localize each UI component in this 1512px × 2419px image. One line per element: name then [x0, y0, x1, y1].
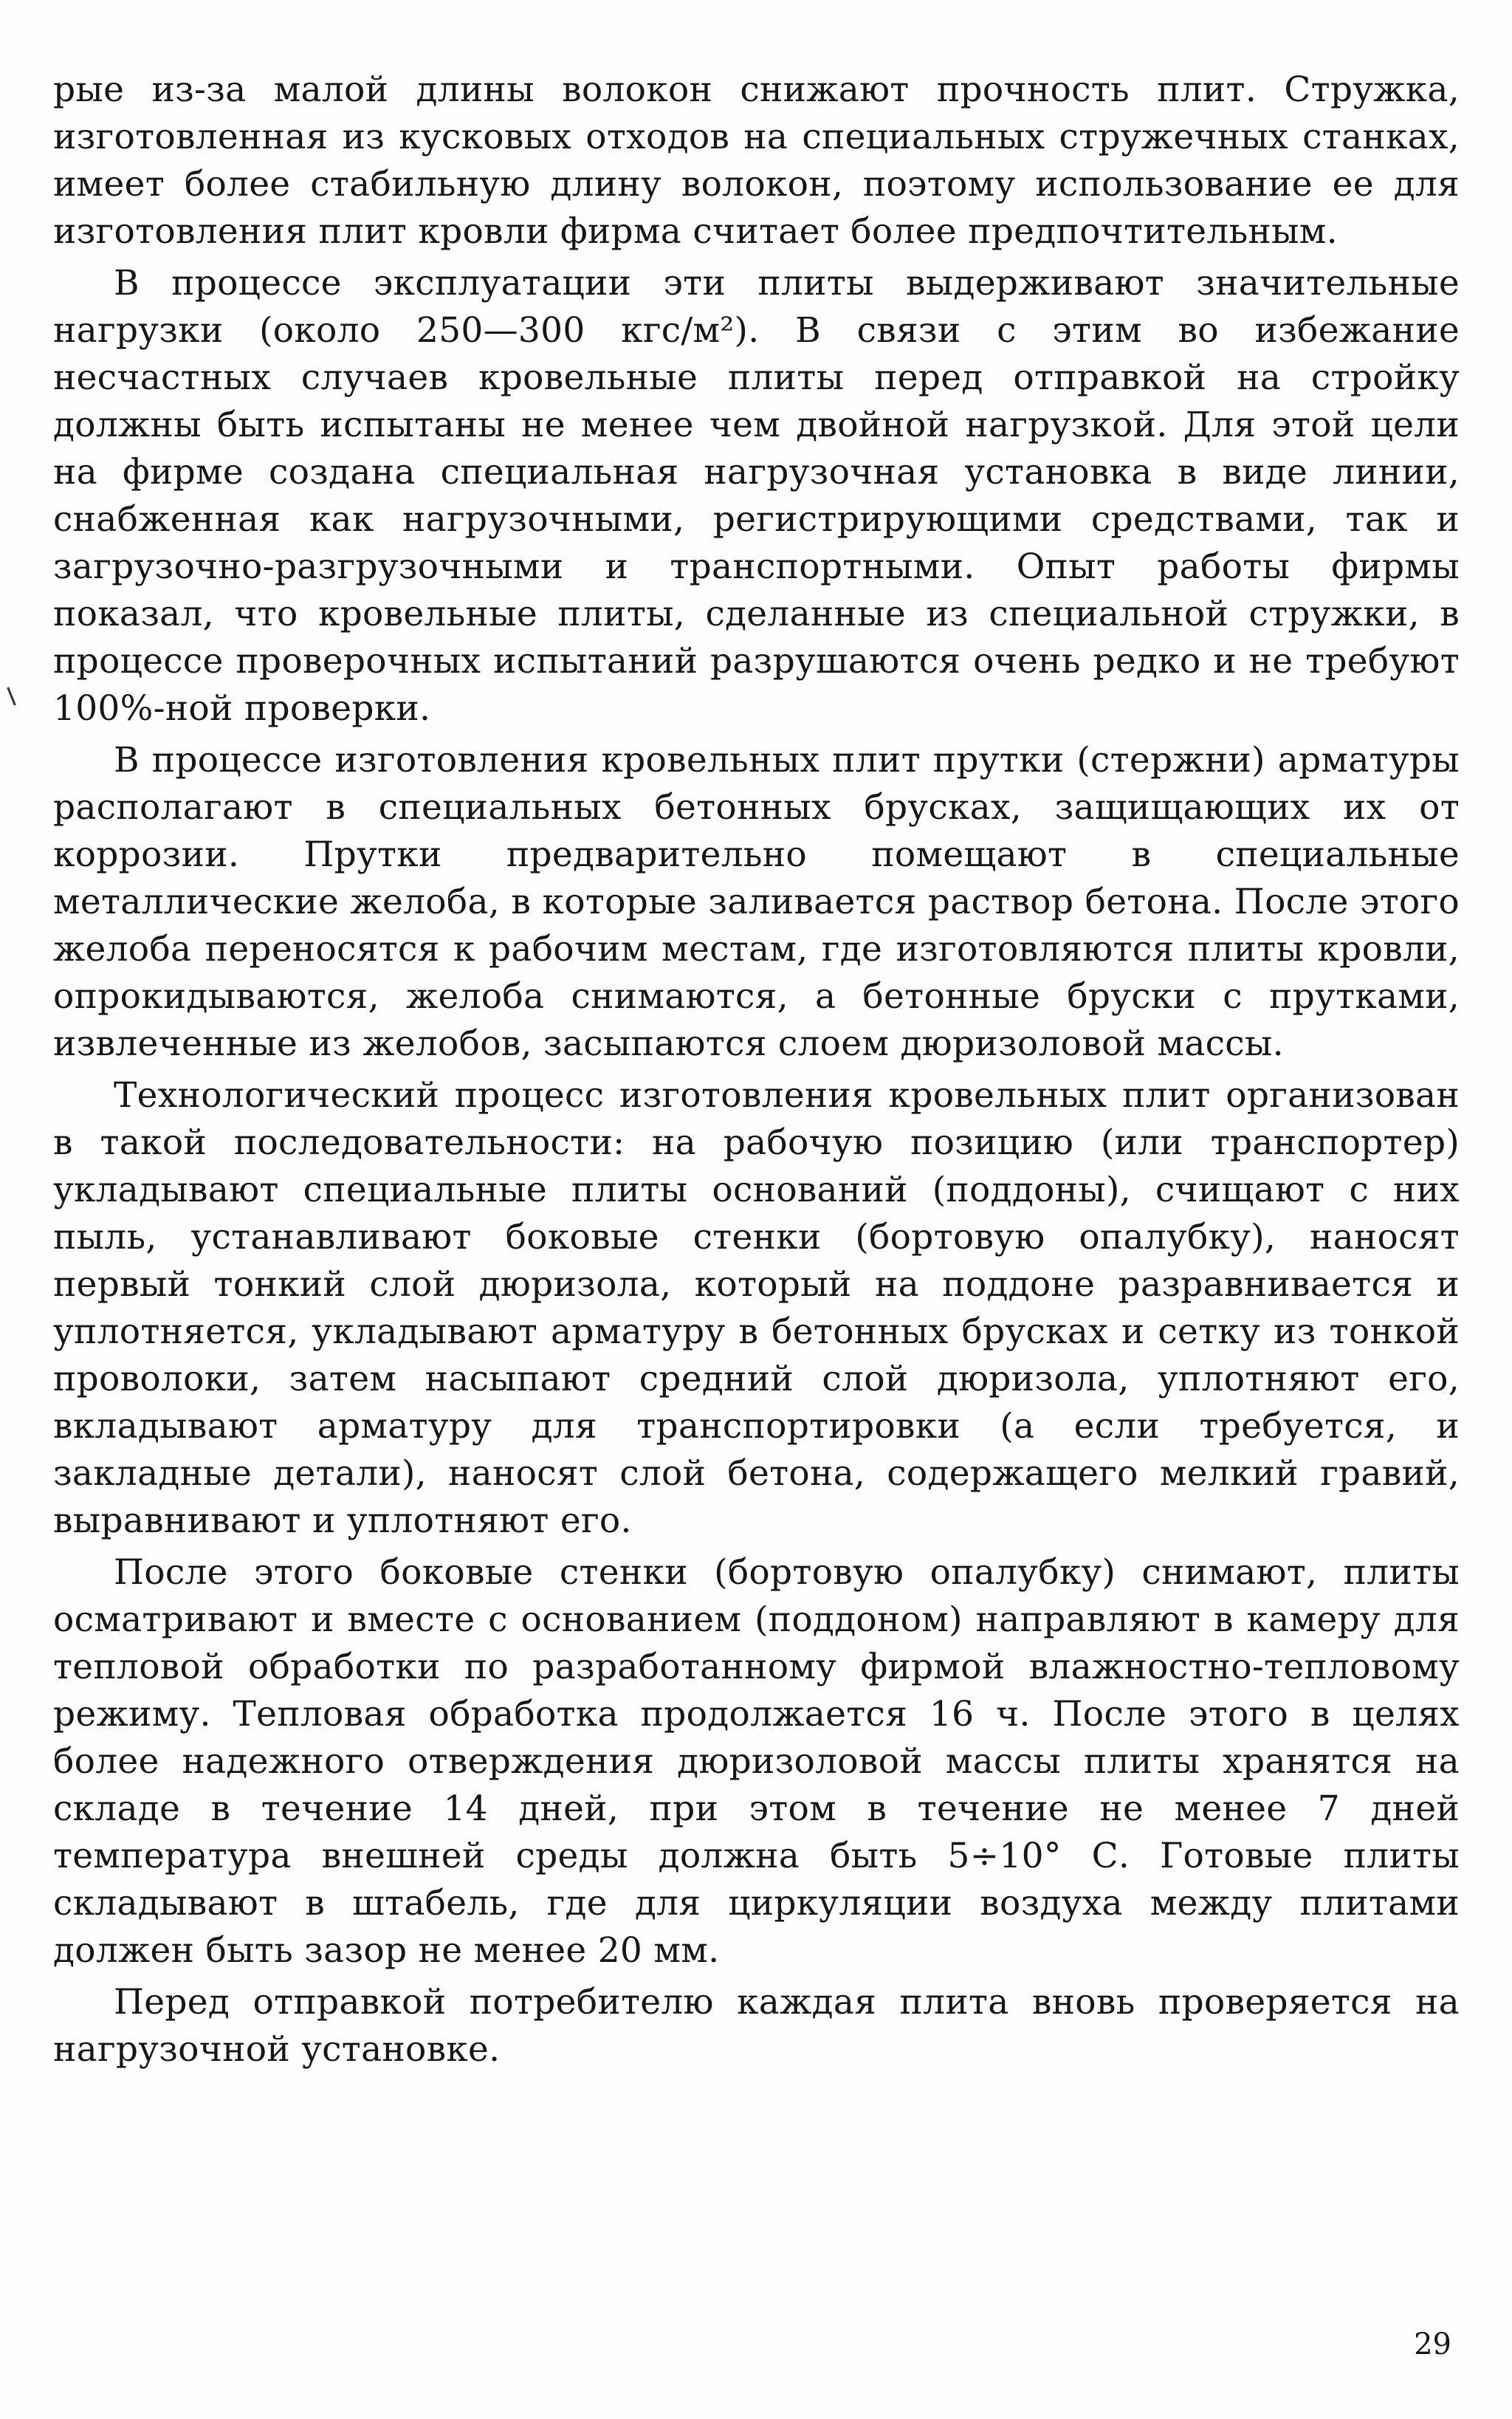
paragraph-loads: В процессе эксплуатации эти плиты выдерживают значительные нагрузки (около 250—300 кгс/м²). В связи с этим во избежание несчастных случаев кровельные плиты перед отправкой на стройку должны быть испытаны не менее чем двойной нагрузкой. Для этой цели на фирме создана специальная нагрузочная установка в виде линии, снабженная как нагрузочными, регистрирующими средствами, так и загрузочно-разгрузочными и транспортными. Опыт работы фирмы показал, что кровельные плиты, сделанные из специальной стружки, в процессе проверочных испытаний разрушаются очень редко и не требуют 100%-ной проверки. — [53, 263, 1460, 729]
paragraph-process: Технологический процесс изготовления кровельных плит организован в такой последовательности: на рабочую позицию (или транспортер) укладывают специальные плиты оснований (поддоны), счищают с них пыль, устанавливают боковые стенки (бортовую опалубку), наносят первый тонкий слой дюризола, который на поддоне разравнивается и уплотняется, укладывают арматуру в бетонных брусках и сетку из тонкой проволоки, затем насыпают средний слой дюризола, уплотняют его, вкладывают арматуру для транспортировки (а если требуется, и закладные детали), наносят слой бетона, содержащего мелкий гравий, выравнивают и уплотняют его. — [53, 1075, 1460, 1541]
margin-mark — [7, 687, 16, 705]
page-number: 29 — [1414, 2327, 1451, 2361]
paragraph-final-check: Перед отправкой потребителю каждая плита вновь проверяется на нагрузочной установке. — [53, 1982, 1460, 2070]
paragraph-continuation: рые из-за малой длины волокон снижают прочность плит. Стружка, изготовленная из кусковых отходов на специальных стружечных станках, имеет более стабильную длину волокон, поэтому использование ее для изготовления плит кровли фирма считает более предпочтительным. — [53, 69, 1460, 252]
paragraph-reinforcement: В процессе изготовления кровельных плит прутки (стержни) арматуры располагают в специальных бетонных брусках, защищающих их от коррозии. Прутки предварительно помещают в специальные металлические желоба, в которые заливается раствор бетона. После этого желоба переносятся к рабочим местам, где изготовляются плиты кровли, опрокидываются, желоба снимаются, а бетонные бруски с прутками, извлеченные из желобов, засыпаются слоем дюризоловой массы. — [53, 740, 1460, 1064]
body-text — [53, 66, 1460, 2078]
paragraph-heat-treatment: После этого боковые стенки (бортовую опалубку) снимают, плиты осматривают и вместе с основанием (поддоном) направляют в камеру для тепловой обработки по разработанному фирмой влажностно-тепловому режиму. Тепловая обработка продолжается 16 ч. После этого в целях более надежного отверждения дюризоловой массы плиты хранятся на складе в течение 14 дней, при этом в течение не менее 7 дней температура внешней среды должна быть 5÷10° С. Готовые плиты складывают в штабель, где для циркуляции воздуха между плитами должен быть зазор не менее 20 мм. — [53, 1552, 1460, 1971]
